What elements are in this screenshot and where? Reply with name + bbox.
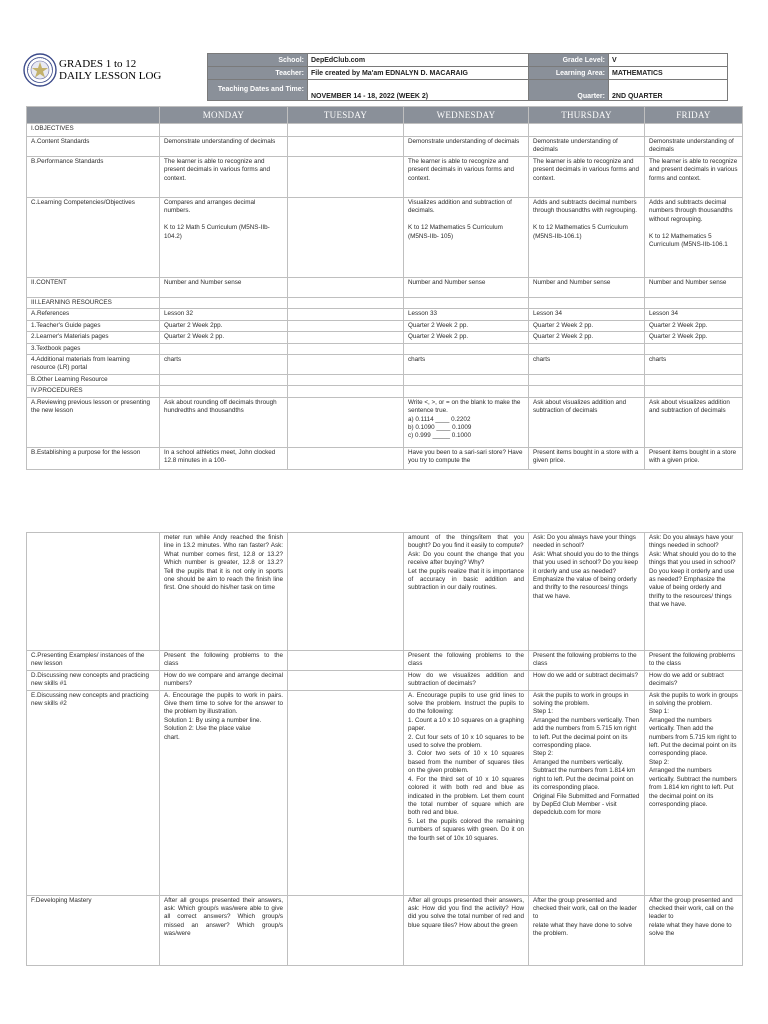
area-label: Learning Area: — [529, 67, 609, 80]
day-cell — [645, 343, 743, 354]
lesson-row — [27, 278, 743, 298]
corner-header — [27, 107, 160, 124]
title-line-2: DAILY LESSON LOG — [59, 70, 162, 82]
lesson-row — [27, 386, 743, 397]
row-label: B.Performance Standards — [27, 157, 160, 198]
row-label: III.LEARNING RESOURCES — [27, 298, 160, 309]
day-cell: The learner is able to recognize and present decimals in various forms and context. — [645, 157, 743, 198]
day-cell: Ask about visualizes addition and subtraction of decimals — [529, 397, 645, 447]
day-cell: Quarter 2 Week 2 pp. — [404, 332, 529, 343]
lesson-row — [27, 690, 743, 895]
day-cell: In a school athletics meet, John clocked 12.8 minutes in a 100- — [160, 447, 288, 469]
day-cell: Visualizes addition and subtraction of decimals. K to 12 Mathematics 5 Curriculum (M5NS-IIb- 105) — [404, 198, 529, 278]
day-cell: Adds and subtracts decimal numbers through thousandths with regrouping. K to 12 Mathematics 5 Curriculum (M5NS-IIb-106.1) — [529, 198, 645, 278]
row-label: I.OBJECTIVES — [27, 124, 160, 137]
day-cell: After the group presented and checked their work, call on the leader to relate what they have done to solve the problem. — [529, 895, 645, 965]
day-cell — [288, 533, 404, 651]
teacher-label: Teacher: — [208, 67, 308, 80]
day-cell — [645, 386, 743, 397]
lesson-log-table-page-2 — [26, 532, 743, 966]
grade-value: V — [609, 54, 728, 67]
day-cell: Ask: Do you always have your things needed in school? Ask: What should you do to the things that you used in school? Do you keep it orderly and use as needed? Emphasize the value of being orderly and thrifty to the resources/ things that we have. — [645, 533, 743, 651]
day-cell — [288, 137, 404, 157]
day-cell — [288, 397, 404, 447]
day-cell — [160, 343, 288, 354]
day-cell: Present the following problems to the class — [404, 651, 529, 671]
day-cell — [529, 298, 645, 309]
page-1-rows — [27, 124, 743, 470]
day-header-monday: MONDAY — [160, 107, 288, 124]
day-cell — [645, 298, 743, 309]
lesson-row — [27, 320, 743, 331]
day-cell: Adds and subtracts decimal numbers through thousandths without regrouping. K to 12 Mathematics 5 Curriculum (M5NS-IIb-106.1 — [645, 198, 743, 278]
day-cell — [529, 375, 645, 386]
day-cell: How do we compare and arrange decimal numbers? — [160, 670, 288, 690]
row-label: A.Content Standards — [27, 137, 160, 157]
day-cell — [404, 375, 529, 386]
day-cell: meter run while Andy reached the finish line in 13.2 minutes. Who ran faster? Ask: What number comes first, 12.8 or 13.2? Which number is greater, 12.8 or 13.2? Tell the pupils that it is not only in sports one should be aim to reach the finish line first. One should do his/her task on time — [160, 533, 288, 651]
day-cell: Demonstrate understanding of decimals — [404, 137, 529, 157]
day-header-tuesday: TUESDAY — [288, 107, 404, 124]
day-cell: After the group presented and checked their work, call on the leader to relate what they have done to solve the — [645, 895, 743, 965]
day-cell: Quarter 2 Week 2pp. — [160, 320, 288, 331]
day-cell: Ask the pupils to work in groups in solving the problem. Step 1: Arranged the numbers vertically. Then add the numbers from 5.715 km right to left. Put the decimal point on its corresponding place. Step 2: Arranged the numbers vertically. Subtract the numbers from 1.814 km right to left. Put the decimal point on its corresponding place. Original File Submitted and Formatted by DepEd Club Member - visit depedclub.com for more — [529, 690, 645, 895]
row-label — [27, 533, 160, 651]
dates-label: Teaching Dates and Time: — [208, 80, 308, 101]
row-label: II.CONTENT — [27, 278, 160, 298]
day-cell: charts — [404, 355, 529, 375]
lesson-row — [27, 343, 743, 354]
row-label: F.Developing Mastery — [27, 895, 160, 965]
day-cell — [404, 124, 529, 137]
page-2-rows — [27, 533, 743, 966]
day-cell — [288, 690, 404, 895]
day-cell — [529, 343, 645, 354]
row-label: 4.Additional materials from learning resource (LR) portal — [27, 355, 160, 375]
day-cell: Ask about visualizes addition and subtraction of decimals — [645, 397, 743, 447]
day-cell — [288, 309, 404, 320]
row-label: C.Learning Competencies/Objectives — [27, 198, 160, 278]
day-cell: Present the following problems to the class — [160, 651, 288, 671]
day-cell: Present the following problems to the class — [529, 651, 645, 671]
school-value: DepEdClub.com — [308, 54, 529, 67]
day-header-wednesday: WEDNESDAY — [404, 107, 529, 124]
day-cell — [288, 386, 404, 397]
lesson-row — [27, 651, 743, 671]
day-cell — [288, 651, 404, 671]
page-gap — [0, 482, 768, 520]
area-value: MATHEMATICS — [609, 67, 728, 80]
day-cell: Quarter 2 Week 2 pp. — [529, 332, 645, 343]
row-label: 3.Textbook pages — [27, 343, 160, 354]
day-cell — [645, 375, 743, 386]
day-cell: After all groups presented their answers, ask: Which group/s was/were able to give all correct answers? Which group/s missed an answer? Which group/s was/were — [160, 895, 288, 965]
lesson-row — [27, 355, 743, 375]
day-cell — [160, 124, 288, 137]
day-cell: Demonstrate understanding of decimals — [645, 137, 743, 157]
day-cell: Ask about rounding off decimals through hundredths and thousandths — [160, 397, 288, 447]
day-cell: The learner is able to recognize and present decimals in various forms and context. — [529, 157, 645, 198]
day-cell — [288, 670, 404, 690]
day-header-friday: FRIDAY — [645, 107, 743, 124]
row-label: 2.Learner's Materials pages — [27, 332, 160, 343]
day-cell: The learner is able to recognize and present decimals in various forms and context. — [160, 157, 288, 198]
day-cell — [288, 124, 404, 137]
day-cell: Lesson 34 — [529, 309, 645, 320]
day-cell — [288, 895, 404, 965]
lesson-row — [27, 895, 743, 965]
lesson-log-table-page-1 — [26, 106, 743, 470]
info-table — [207, 53, 728, 101]
day-cell — [529, 124, 645, 137]
page-2 — [0, 520, 768, 1024]
row-label: C.Presenting Examples/ instances of the new lesson — [27, 651, 160, 671]
day-cell: Present the following problems to the class — [645, 651, 743, 671]
day-cell: charts — [529, 355, 645, 375]
day-cell — [160, 375, 288, 386]
day-cell: Demonstrate understanding of decimals — [529, 137, 645, 157]
school-label: School: — [208, 54, 308, 67]
day-cell: Lesson 33 — [404, 309, 529, 320]
quarter-label: Quarter: — [529, 80, 609, 101]
day-cell — [404, 298, 529, 309]
day-cell — [288, 157, 404, 198]
day-cell: Write <, >, or = on the blank to make the sentence true. a) 0.1114 ____ 0.2202 b) 0.1090 ____ 0.1009 c) 0.999 _____ 0.1000 — [404, 397, 529, 447]
lesson-row — [27, 124, 743, 137]
day-cell: How do we visualizes addition and subtraction of decimals? — [404, 670, 529, 690]
day-cell: Quarter 2 Week 2 pp. — [404, 320, 529, 331]
lesson-row — [27, 137, 743, 157]
day-cell: Quarter 2 Week 2 pp. — [160, 332, 288, 343]
day-cell — [288, 375, 404, 386]
day-cell: Ask the pupils to work in groups in solving the problem. Step 1: Arranged the numbers vertically. Then add the numbers from 5.715 km right to left. Put the decimal point on its corresponding place. Step 2: Arranged the numbers vertically. Subtract the numbers from 1.814 km right to left. Put the decimal point on its corresponding place. — [645, 690, 743, 895]
day-cell: Lesson 32 — [160, 309, 288, 320]
day-cell: How do we add or subtract decimals? — [529, 670, 645, 690]
day-cell: charts — [160, 355, 288, 375]
day-cell — [288, 320, 404, 331]
teacher-value: File created by Ma'am EDNALYN D. MACARAIG — [308, 67, 529, 80]
row-label: B.Establishing a purpose for the lesson — [27, 447, 160, 469]
day-header-thursday: THURSDAY — [529, 107, 645, 124]
page-1 — [0, 0, 768, 482]
quarter-value — [609, 80, 728, 101]
day-cell: Quarter 2 Week 2pp. — [645, 332, 743, 343]
row-label: D.Discussing new concepts and practicing new skills #1 — [27, 670, 160, 690]
day-header-row — [27, 107, 743, 124]
quarter-text: 2ND QUARTER — [612, 93, 663, 100]
day-cell — [404, 386, 529, 397]
title-line-1: GRADES 1 to 12 — [59, 58, 137, 70]
day-cell — [288, 343, 404, 354]
grade-label: Grade Level: — [529, 54, 609, 67]
lesson-row — [27, 375, 743, 386]
day-cell — [288, 332, 404, 343]
day-cell — [288, 278, 404, 298]
day-cell — [404, 343, 529, 354]
day-cell: The learner is able to recognize and present decimals in various forms and context. — [404, 157, 529, 198]
row-label: B.Other Learning Resource — [27, 375, 160, 386]
row-label: E.Discussing new concepts and practicing new skills #2 — [27, 690, 160, 895]
day-cell — [288, 355, 404, 375]
lesson-row — [27, 298, 743, 309]
day-cell: A. Encourage the pupils to work in pairs. Give them time to solve for the answer to the problem by illustration. Solution 1: By using a number line. Solution 2: Use the place value chart. — [160, 690, 288, 895]
lesson-row — [27, 309, 743, 320]
dates-value: NOVEMBER 14 - 18, 2022 (WEEK 2) — [308, 80, 529, 101]
day-cell: charts — [645, 355, 743, 375]
lesson-row — [27, 397, 743, 447]
day-cell — [160, 298, 288, 309]
day-cell: Lesson 34 — [645, 309, 743, 320]
brand-title — [59, 58, 161, 82]
day-cell: Present items bought in a store with a given price. — [529, 447, 645, 469]
day-cell — [288, 198, 404, 278]
day-cell — [288, 447, 404, 469]
day-cell: Number and Number sense — [404, 278, 529, 298]
lesson-row — [27, 670, 743, 690]
row-label: 1.Teacher's Guide pages — [27, 320, 160, 331]
day-cell: Demonstrate understanding of decimals — [160, 137, 288, 157]
deped-seal-logo — [23, 53, 57, 87]
day-cell: Number and Number sense — [645, 278, 743, 298]
lesson-row — [27, 332, 743, 343]
day-cell: Have you been to a sari-sari store? Have you try to compute the — [404, 447, 529, 469]
day-cell: After all groups presented their answers, ask: How did you find the activity? How did you solve the total number of red and blue square tiles? How about the green — [404, 895, 529, 965]
day-cell — [529, 386, 645, 397]
day-cell: Number and Number sense — [529, 278, 645, 298]
day-cell: Compares and arranges decimal numbers. K to 12 Math 5 Curriculum (M5NS-IIb-104.2) — [160, 198, 288, 278]
day-cell — [160, 386, 288, 397]
day-cell: A. Encourage pupils to use grid lines to solve the problem. Instruct the pupils to do the following: 1. Count a 10 x 10 squares on a graphing paper. 2. Cut four sets of 10 x 10 squares to be used to solve the problem. 3. Color two sets of 10 x 10 squares based from the number of squares tiles on the given problem. 4. For the third set of 10 x 10 squares colored it with both red and blue as indicated in the problem. Let them count the total number of square which are both red and blue. 5. Let the pupils colored the remaining numbers of squares with green. Do it on the fourth set of 10x 10 squares. — [404, 690, 529, 895]
row-label: A.References — [27, 309, 160, 320]
day-cell: Ask: Do you always have your things needed in school? Ask: What should you do to the things that you used in school? Do you keep it orderly and use as needed? Emphasize the value of being orderly and thrifty to the resources/ things that we have. — [529, 533, 645, 651]
day-cell: Number and Number sense — [160, 278, 288, 298]
day-cell: Quarter 2 Week 2 pp. — [529, 320, 645, 331]
row-label: A.Reviewing previous lesson or presenting the new lesson — [27, 397, 160, 447]
lesson-row — [27, 447, 743, 469]
day-cell: Quarter 2 Week 2pp. — [645, 320, 743, 331]
day-cell: How do we add or subtract decimals? — [645, 670, 743, 690]
lesson-row — [27, 157, 743, 198]
day-cell: Present items bought in a store with a given price. — [645, 447, 743, 469]
day-cell: amount of the things/item that you bought? Do you find it easily to compute? Ask: Do you count the change that you receive after buying? Why? Let the pupils realize that it is importance of accuracy in basic addition and subtraction in our daily routines. — [404, 533, 529, 651]
day-cell — [645, 124, 743, 137]
row-label: IV.PROCEDURES — [27, 386, 160, 397]
lesson-row — [27, 198, 743, 278]
lesson-row — [27, 533, 743, 651]
day-cell — [288, 298, 404, 309]
